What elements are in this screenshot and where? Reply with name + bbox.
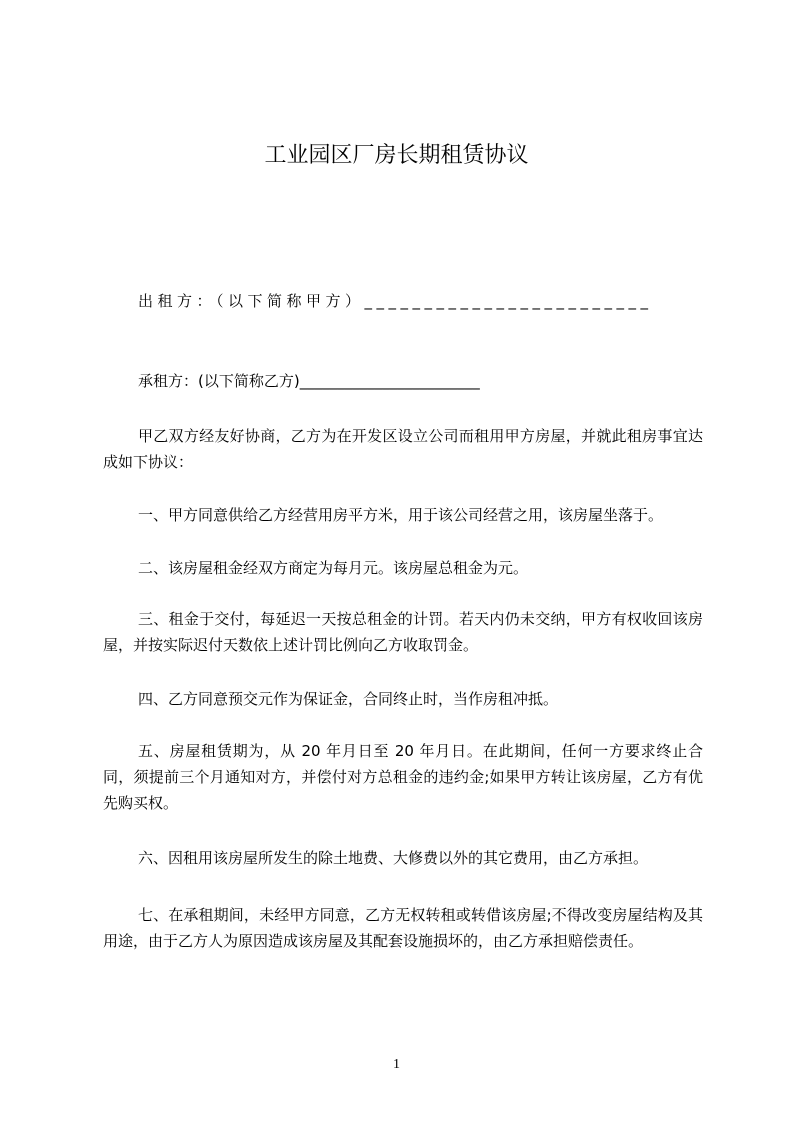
- clause-6-paragraph: 六、因租用该房屋所发生的除土地费、大修费以外的其它费用，由乙方承担。: [138, 849, 649, 867]
- intro-paragraph: 甲乙双方经友好协商，乙方为在开发区设立公司而租用甲方房屋，并就此租房事宜达成如下协议：: [103, 427, 703, 471]
- clause-3-paragraph: 三、租金于交付，每延迟一天按总租金的计罚。若天内仍未交纳，甲方有权收回该房屋，并按实际迟付天数依上述计罚比例向乙方收取罚金。: [103, 610, 703, 654]
- clause-2-paragraph: 二、该房屋租金经双方商定为每月元。该房屋总租金为元。: [138, 559, 529, 577]
- clause-4-paragraph: 四、乙方同意预交元作为保证金，合同终止时，当作房租冲抵。: [138, 690, 559, 708]
- document-title: 工业园区厂房长期租赁协议: [264, 143, 529, 168]
- lessee-line: 承租方：(以下简称乙方)________________________: [138, 372, 480, 390]
- page-number: 1: [393, 1057, 400, 1072]
- clause-5-paragraph: 五、房屋租赁期为，从 20 年月日至 20 年月日。在此期间，任何一方要求终止合同，须提前三个月通知对方，并偿付对方总租金的违约金;如果甲方转让该房屋，乙方有优先购买权。: [103, 742, 703, 812]
- clause-7-paragraph: 七、在承租期间，未经甲方同意，乙方无权转租或转借该房屋;不得改变房屋结构及其用途，由于乙方人为原因造成该房屋及其配套设施损坏的，由乙方承担赔偿责任。: [103, 906, 703, 950]
- lessor-line: 出租方：（以下简称甲方）________________________: [138, 292, 653, 310]
- clause-1-paragraph: 一、甲方同意供给乙方经营用房平方米，用于该公司经营之用，该房屋坐落于。: [138, 506, 664, 524]
